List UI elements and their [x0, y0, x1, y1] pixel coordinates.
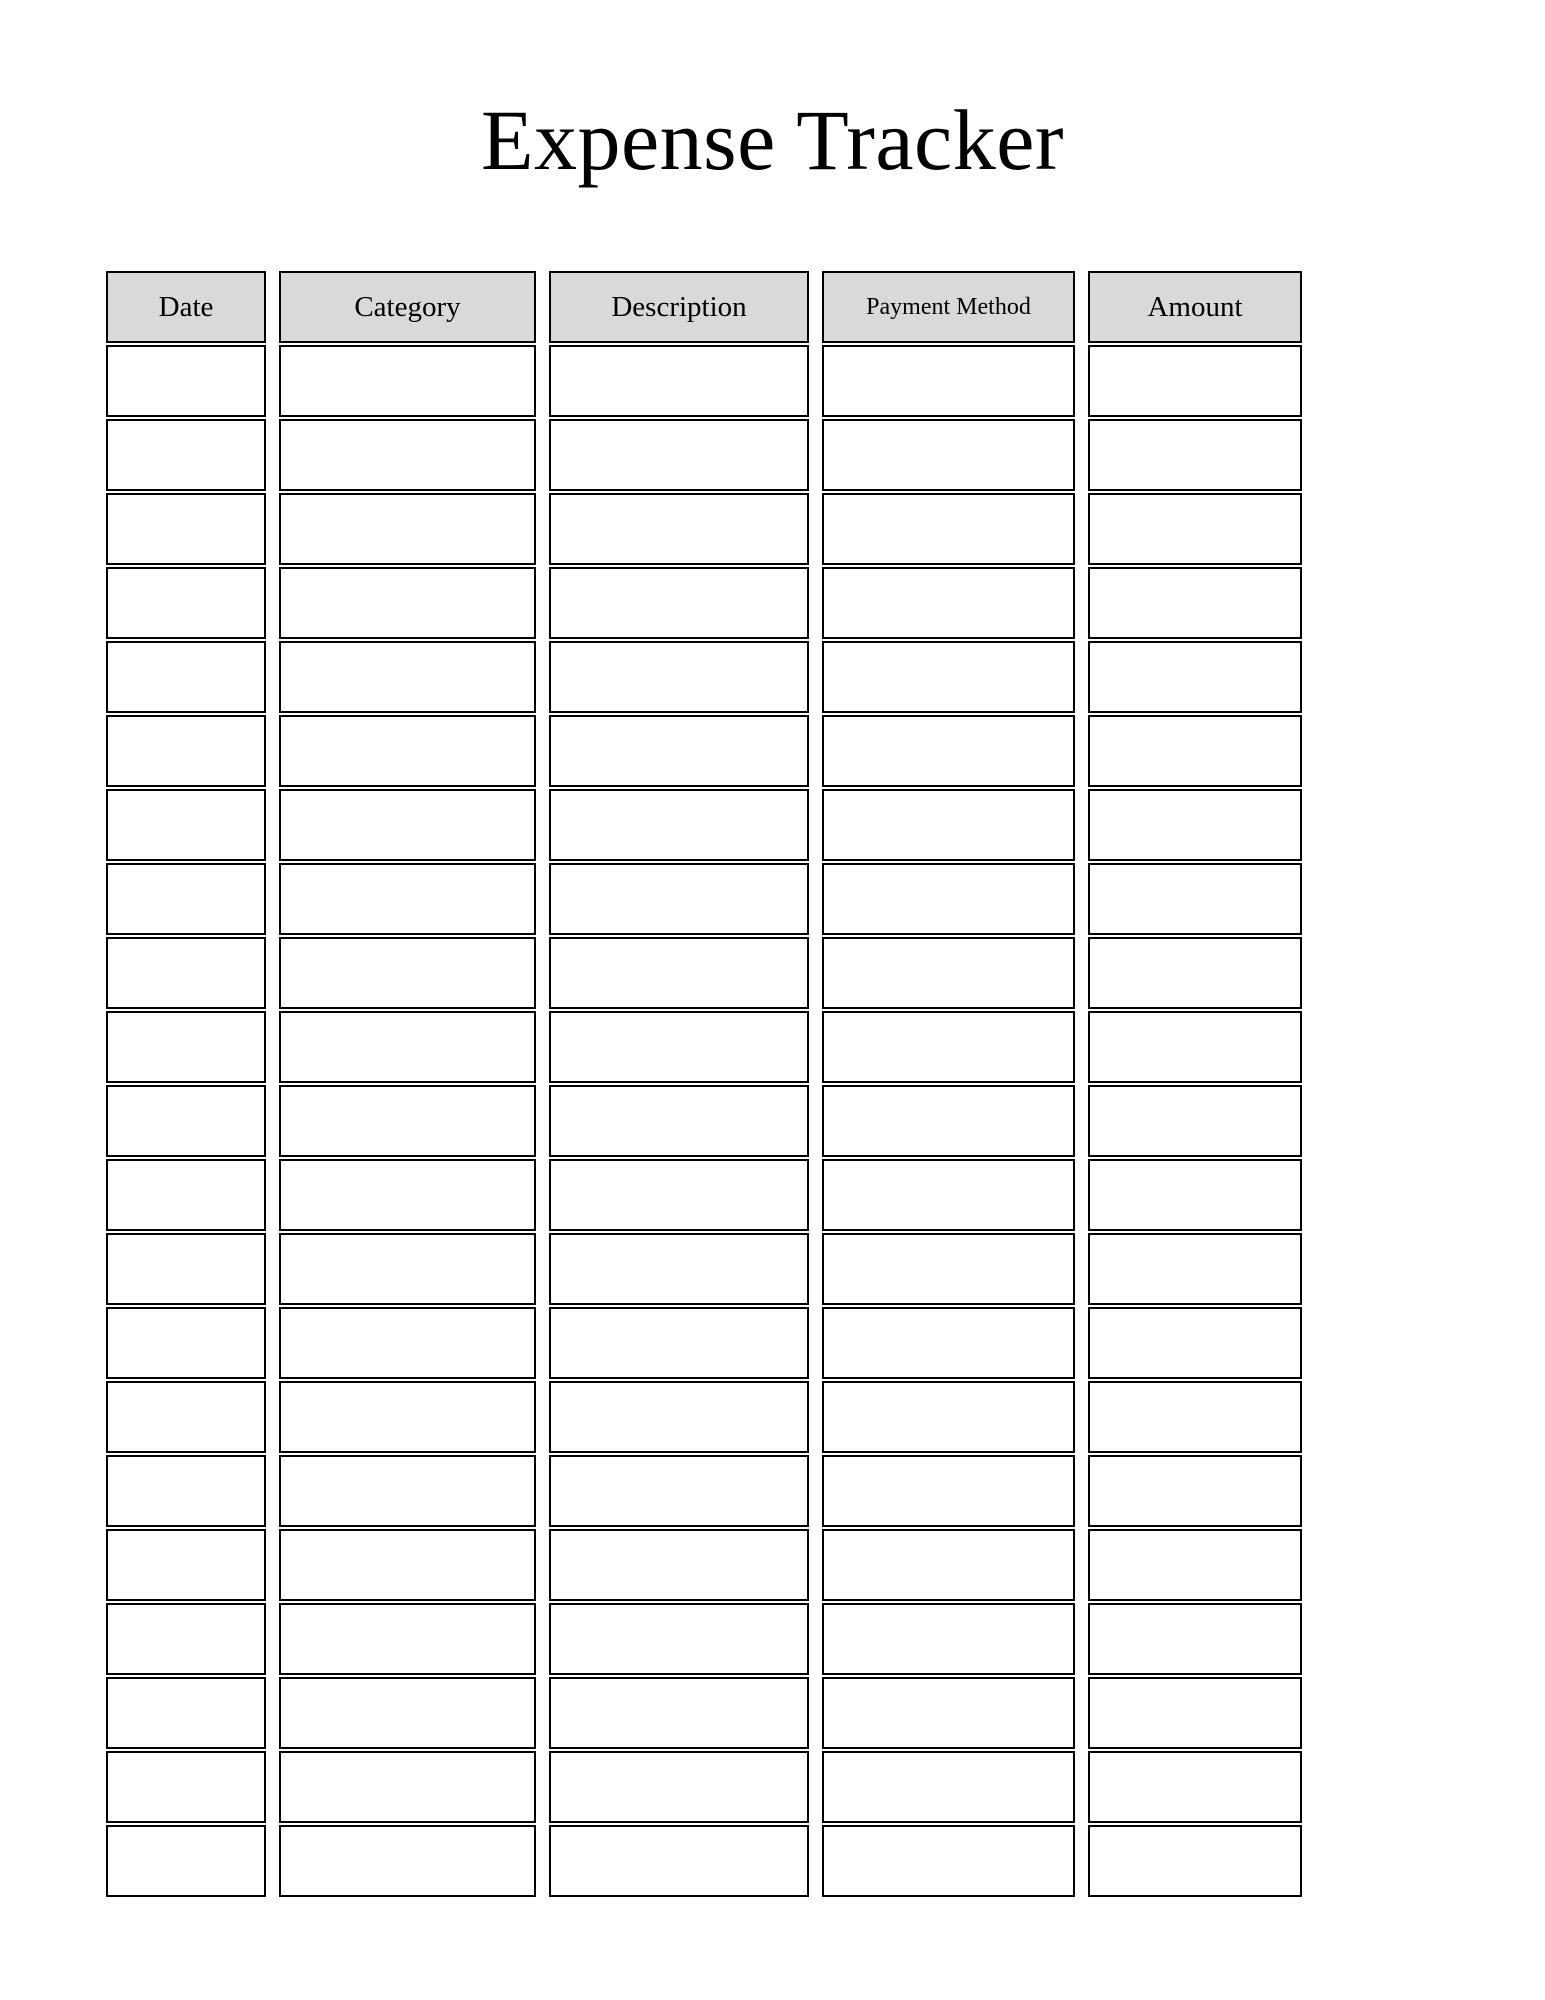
column-header-date: Date [106, 271, 266, 343]
cell-date-17[interactable] [106, 1529, 266, 1601]
cell-payment-1[interactable] [822, 345, 1075, 417]
cell-description-8[interactable] [549, 863, 809, 935]
cell-category-20[interactable] [279, 1751, 536, 1823]
cell-description-3[interactable] [549, 493, 809, 565]
cell-payment-15[interactable] [822, 1381, 1075, 1453]
cell-amount-17[interactable] [1088, 1529, 1302, 1601]
cell-category-14[interactable] [279, 1307, 536, 1379]
column-description [549, 271, 809, 1897]
cell-date-1[interactable] [106, 345, 266, 417]
cell-date-5[interactable] [106, 641, 266, 713]
cell-category-18[interactable] [279, 1603, 536, 1675]
cell-description-17[interactable] [549, 1529, 809, 1601]
cell-amount-2[interactable] [1088, 419, 1302, 491]
page-title: Expense Tracker [480, 92, 1065, 188]
cell-payment-12[interactable] [822, 1159, 1075, 1231]
cell-description-11[interactable] [549, 1085, 809, 1157]
cell-date-14[interactable] [106, 1307, 266, 1379]
cell-amount-15[interactable] [1088, 1381, 1302, 1453]
column-date [106, 271, 266, 1897]
cell-category-12[interactable] [279, 1159, 536, 1231]
column-category [279, 271, 536, 1897]
cell-amount-20[interactable] [1088, 1751, 1302, 1823]
cell-date-18[interactable] [106, 1603, 266, 1675]
cell-description-2[interactable] [549, 419, 809, 491]
cell-category-8[interactable] [279, 863, 536, 935]
cell-payment-10[interactable] [822, 1011, 1075, 1083]
cell-payment-2[interactable] [822, 419, 1075, 491]
cell-category-3[interactable] [279, 493, 536, 565]
cell-amount-5[interactable] [1088, 641, 1302, 713]
cell-description-10[interactable] [549, 1011, 809, 1083]
cell-category-15[interactable] [279, 1381, 536, 1453]
column-header-description: Description [549, 271, 809, 343]
cell-category-10[interactable] [279, 1011, 536, 1083]
cell-amount-10[interactable] [1088, 1011, 1302, 1083]
cell-amount-16[interactable] [1088, 1455, 1302, 1527]
cell-category-2[interactable] [279, 419, 536, 491]
cell-amount-13[interactable] [1088, 1233, 1302, 1305]
cell-date-11[interactable] [106, 1085, 266, 1157]
cell-description-6[interactable] [549, 715, 809, 787]
cell-amount-18[interactable] [1088, 1603, 1302, 1675]
cell-payment-7[interactable] [822, 789, 1075, 861]
cell-description-1[interactable] [549, 345, 809, 417]
expense-table [106, 271, 1440, 1897]
cell-amount-1[interactable] [1088, 345, 1302, 417]
cell-payment-19[interactable] [822, 1677, 1075, 1749]
cell-description-16[interactable] [549, 1455, 809, 1527]
cell-amount-21[interactable] [1088, 1825, 1302, 1897]
cell-payment-3[interactable] [822, 493, 1075, 565]
column-header-payment: Payment Method [822, 271, 1075, 343]
cell-date-6[interactable] [106, 715, 266, 787]
column-header-category: Category [279, 271, 536, 343]
cell-amount-19[interactable] [1088, 1677, 1302, 1749]
cell-category-19[interactable] [279, 1677, 536, 1749]
cell-payment-14[interactable] [822, 1307, 1075, 1379]
cell-amount-4[interactable] [1088, 567, 1302, 639]
column-header-amount: Amount [1088, 271, 1302, 343]
cell-category-16[interactable] [279, 1455, 536, 1527]
cell-payment-16[interactable] [822, 1455, 1075, 1527]
cell-payment-11[interactable] [822, 1085, 1075, 1157]
cell-description-13[interactable] [549, 1233, 809, 1305]
cell-payment-13[interactable] [822, 1233, 1075, 1305]
cell-description-9[interactable] [549, 937, 809, 1009]
cell-category-1[interactable] [279, 345, 536, 417]
cell-category-17[interactable] [279, 1529, 536, 1601]
cell-amount-14[interactable] [1088, 1307, 1302, 1379]
cell-amount-9[interactable] [1088, 937, 1302, 1009]
cell-description-18[interactable] [549, 1603, 809, 1675]
cell-payment-18[interactable] [822, 1603, 1075, 1675]
cell-date-7[interactable] [106, 789, 266, 861]
cell-category-21[interactable] [279, 1825, 536, 1897]
cell-date-21[interactable] [106, 1825, 266, 1897]
cell-payment-9[interactable] [822, 937, 1075, 1009]
cell-category-13[interactable] [279, 1233, 536, 1305]
cell-category-4[interactable] [279, 567, 536, 639]
cell-date-4[interactable] [106, 567, 266, 639]
cell-amount-11[interactable] [1088, 1085, 1302, 1157]
cell-description-7[interactable] [549, 789, 809, 861]
column-payment [822, 271, 1075, 1897]
cell-payment-21[interactable] [822, 1825, 1075, 1897]
cell-payment-5[interactable] [822, 641, 1075, 713]
cell-category-6[interactable] [279, 715, 536, 787]
cell-date-12[interactable] [106, 1159, 266, 1231]
cell-description-4[interactable] [549, 567, 809, 639]
cell-amount-8[interactable] [1088, 863, 1302, 935]
cell-date-3[interactable] [106, 493, 266, 565]
cell-amount-6[interactable] [1088, 715, 1302, 787]
cell-date-9[interactable] [106, 937, 266, 1009]
cell-date-19[interactable] [106, 1677, 266, 1749]
cell-date-10[interactable] [106, 1011, 266, 1083]
cell-description-21[interactable] [549, 1825, 809, 1897]
cell-payment-6[interactable] [822, 715, 1075, 787]
cell-payment-17[interactable] [822, 1529, 1075, 1601]
cell-description-14[interactable] [549, 1307, 809, 1379]
cell-payment-8[interactable] [822, 863, 1075, 935]
cell-amount-12[interactable] [1088, 1159, 1302, 1231]
cell-description-5[interactable] [549, 641, 809, 713]
cell-date-13[interactable] [106, 1233, 266, 1305]
cell-payment-20[interactable] [822, 1751, 1075, 1823]
cell-date-2[interactable] [106, 419, 266, 491]
cell-date-15[interactable] [106, 1381, 266, 1453]
cell-amount-3[interactable] [1088, 493, 1302, 565]
cell-description-19[interactable] [549, 1677, 809, 1749]
cell-description-12[interactable] [549, 1159, 809, 1231]
cell-category-9[interactable] [279, 937, 536, 1009]
cell-date-16[interactable] [106, 1455, 266, 1527]
cell-category-7[interactable] [279, 789, 536, 861]
cell-date-8[interactable] [106, 863, 266, 935]
cell-description-20[interactable] [549, 1751, 809, 1823]
cell-description-15[interactable] [549, 1381, 809, 1453]
cell-category-11[interactable] [279, 1085, 536, 1157]
cell-category-5[interactable] [279, 641, 536, 713]
cell-payment-4[interactable] [822, 567, 1075, 639]
cell-amount-7[interactable] [1088, 789, 1302, 861]
cell-date-20[interactable] [106, 1751, 266, 1823]
column-amount [1088, 271, 1302, 1897]
